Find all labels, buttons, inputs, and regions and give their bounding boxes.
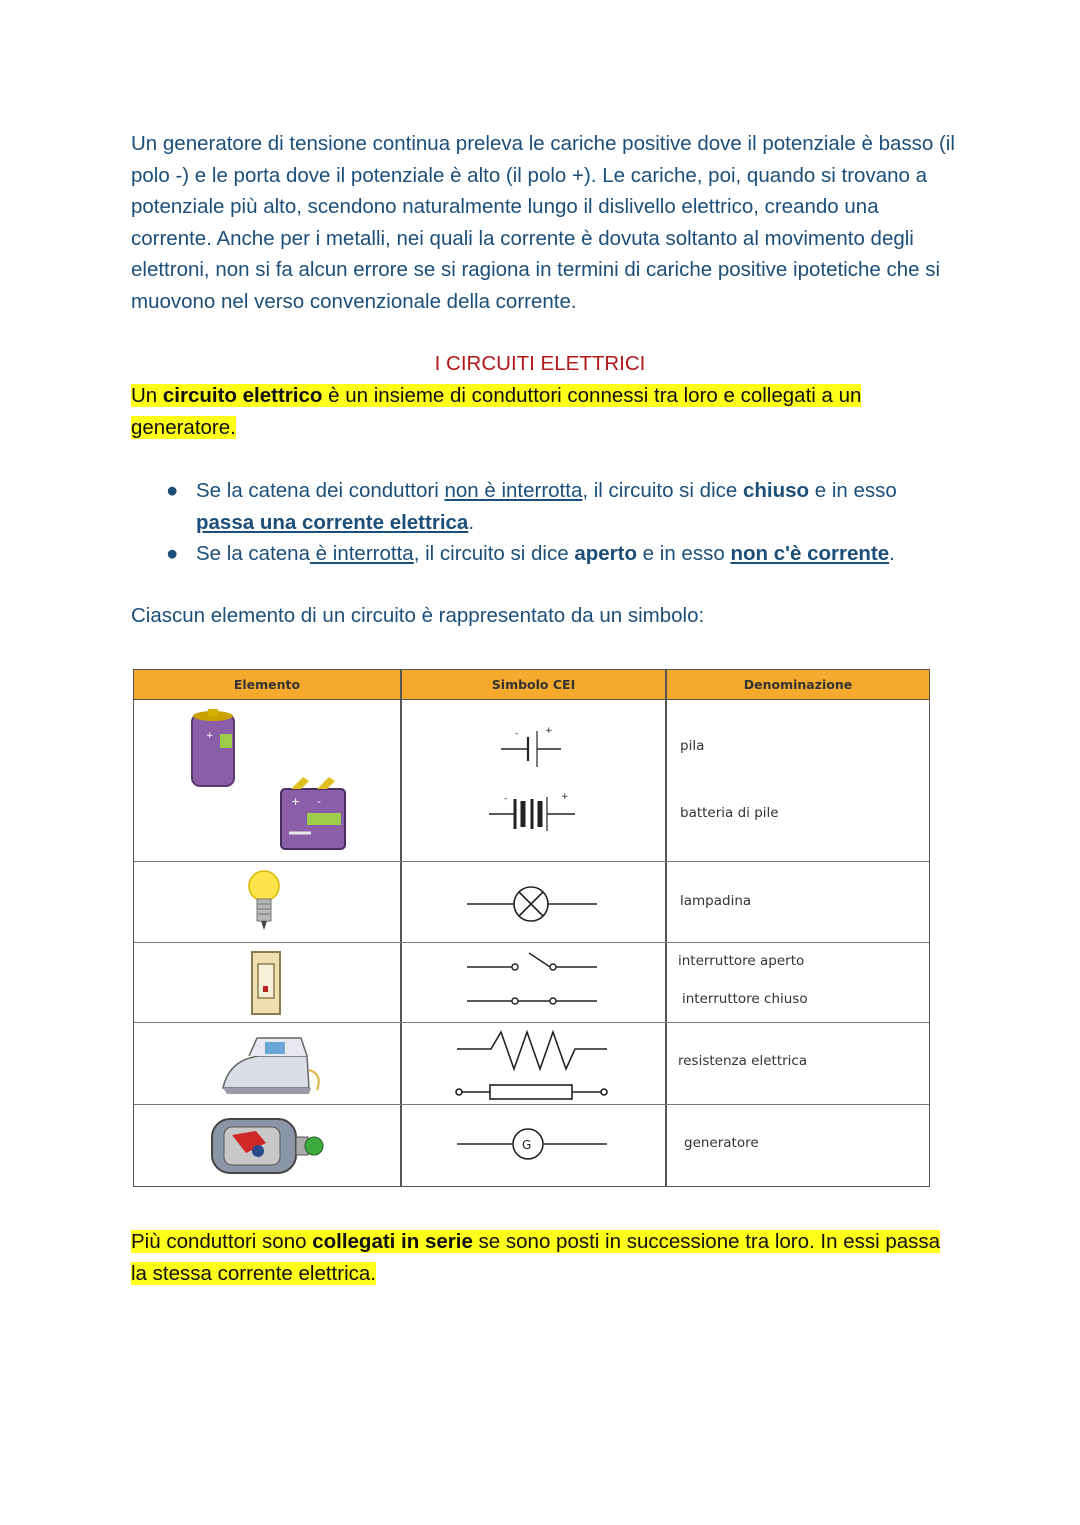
symbols-intro: Ciascun elemento di un circuito è rappresentato da un simbolo: xyxy=(131,604,705,627)
name-lampadina: lampadina xyxy=(680,893,752,909)
svg-text:+: + xyxy=(561,792,569,802)
name-pila: pila xyxy=(680,738,705,754)
intro-paragraph: Un generatore di tensione continua preleva le cariche positive dove il potenziale è basso (il polo -) e le porta dove il potenziale è alto (il polo +). Le cariche, poi, quando si trovano a potenziale più alto, scendono naturalmente lungo il dislivello elettrico, creando una corrente. Anche per i metalli, nei quali la corrente è dovuta soltanto al movimento degli elettroni, non si fa alcun errore se si ragiona in termini di cariche positive ipotetiche che si muovono nel verso convenzionale della corrente. xyxy=(131,132,955,313)
interruttore-aperto-symbol xyxy=(467,953,597,970)
svg-text:-: - xyxy=(317,795,321,808)
svg-text:+: + xyxy=(545,726,553,736)
name-generatore: generatore xyxy=(684,1135,759,1151)
lampadina-symbol xyxy=(467,887,597,921)
battery-cell-icon xyxy=(184,708,254,793)
iron-icon xyxy=(219,1030,329,1098)
term-circuito-elettrico: circuito elettrico xyxy=(162,384,323,407)
name-interruttore-aperto: interruttore aperto xyxy=(678,953,805,969)
column-divider xyxy=(665,670,667,1186)
section-title: I CIRCUITI ELETTRICI xyxy=(434,352,646,375)
circuit-state-list xyxy=(160,475,960,570)
switch-icon xyxy=(246,948,286,1018)
pila-symbol xyxy=(501,731,561,767)
term-collegati-in-serie: collegati in serie xyxy=(312,1230,473,1253)
bullet-icon: ● xyxy=(166,542,179,565)
svg-text:G: G xyxy=(522,1138,532,1152)
name-resistenza: resistenza elettrica xyxy=(678,1053,808,1069)
generatore-symbol xyxy=(457,1129,607,1159)
name-batteria: batteria di pile xyxy=(680,805,779,821)
batteria-symbol xyxy=(489,797,575,831)
header-simbolo: Simbolo CEI xyxy=(491,677,576,692)
header-elemento: Elemento xyxy=(233,677,301,692)
name-interruttore-chiuso: interruttore chiuso xyxy=(682,991,808,1007)
svg-text:+: + xyxy=(291,795,301,808)
bullet-icon: ● xyxy=(166,479,179,502)
svg-text:+: + xyxy=(206,731,214,741)
light-bulb-icon xyxy=(244,868,284,934)
interruttore-chiuso-symbol xyxy=(467,998,597,1004)
table-header xyxy=(134,670,929,700)
list-item-closed: ● Se la catena dei conduttori non è interrotta, il circuito si dice chiuso e in esso passa una corrente elettrica. xyxy=(160,475,960,538)
list-item-open: ● Se la catena è interrotta, il circuito si dice aperto e in esso non c'è corrente. xyxy=(160,538,960,570)
resistenza-symbol xyxy=(456,1032,607,1099)
generator-icon xyxy=(206,1113,326,1179)
svg-text:-: - xyxy=(515,729,519,739)
svg-text:-: - xyxy=(504,794,508,804)
battery-pack-icon xyxy=(277,775,357,853)
header-denominazione: Denominazione xyxy=(743,677,853,692)
series-definition: Più conduttori sono collegati in serie se sono posti in successione tra loro. In essi passa la stessa corrente elettrica. xyxy=(131,1230,941,1285)
symbols-column xyxy=(401,699,665,1189)
circuit-symbols-table xyxy=(133,669,930,1187)
circuit-definition: Un circuito elettrico è un insieme di conduttori connessi tra loro e collegati a un generatore. xyxy=(131,384,862,439)
